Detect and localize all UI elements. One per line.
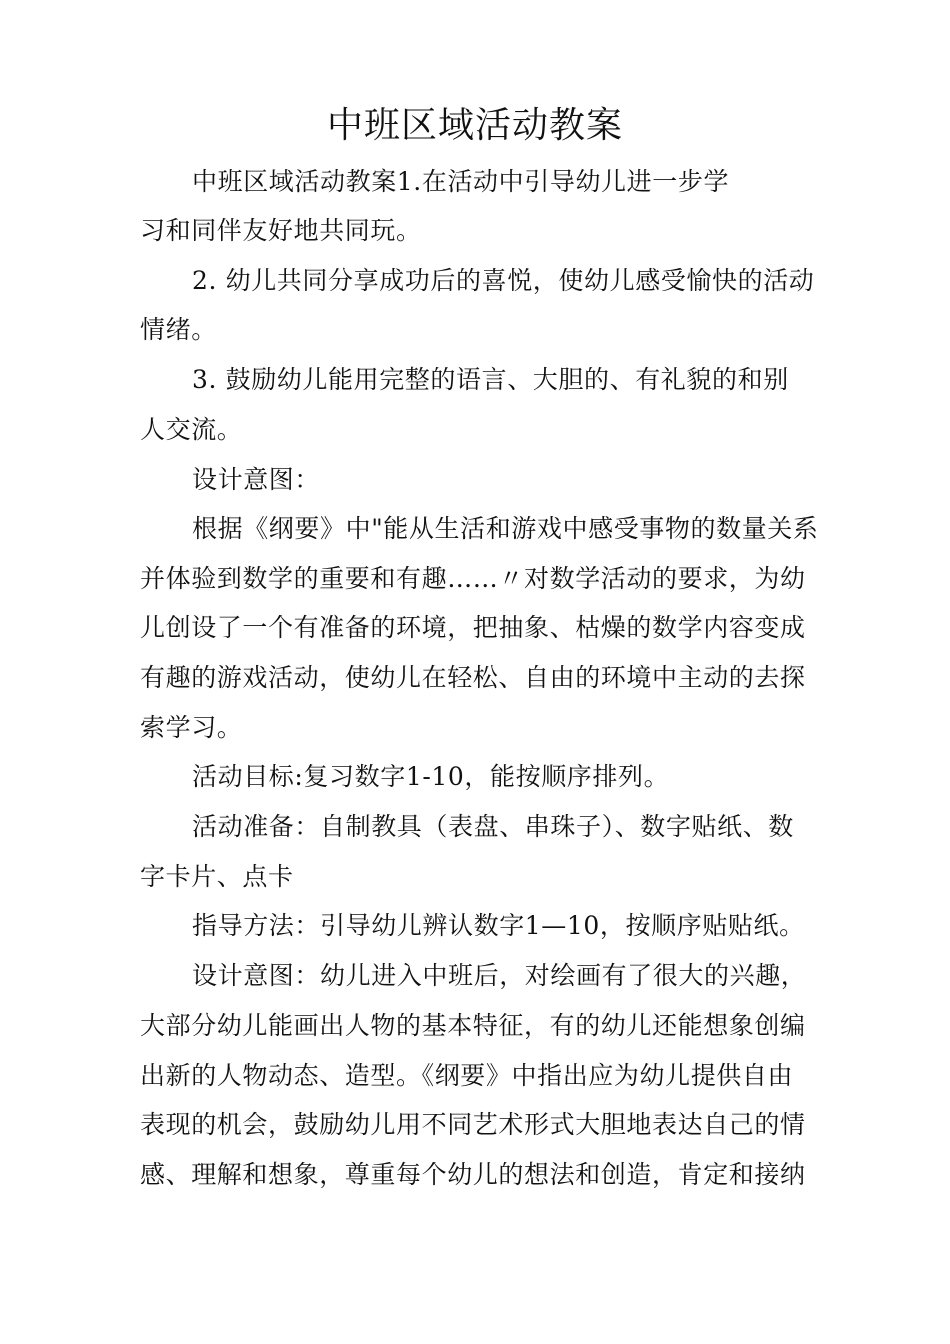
text-line: 字卡片、点卡 — [140, 862, 294, 891]
text-line: 活动目标:复习数字1-10，能按顺序排列。 — [192, 762, 670, 791]
text-line: 出新的人物动态、造型。《纲要》中指出应为幼儿提供自由 — [140, 1061, 794, 1090]
text-line: 儿创设了一个有准备的环境，把抽象、枯燥的数学内容变成 — [140, 613, 806, 642]
text-line: 情绪。 — [140, 315, 217, 344]
text-line: 人交流。 — [140, 415, 243, 444]
document-title: 中班区域活动教案 — [326, 105, 623, 146]
text-line: 根据《纲要》中"能从生活和游戏中感受事物的数量关系 — [192, 514, 819, 543]
text-line: 并体验到数学的重要和有趣……〃对数学活动的要求，为幼 — [140, 564, 806, 593]
text-line: 表现的机会，鼓励幼儿用不同艺术形式大胆地表达自己的情 — [140, 1110, 806, 1139]
text-line: 指导方法：引导幼儿辨认数字1—10，按顺序贴贴纸。 — [192, 911, 805, 940]
text-line: 设计意图：幼儿进入中班后，对绘画有了很大的兴趣， — [192, 961, 807, 990]
text-line: 2. 幼儿共同分享成功后的喜悦，使幼儿感受愉快的活动 — [192, 266, 815, 295]
section-heading: 设计意图： — [192, 465, 321, 494]
text-line: 中班区域活动教案1.在活动中引导幼儿进一步学 — [192, 167, 730, 196]
text-line: 活动准备：自制教具（表盘、串珠子）、数字贴纸、数 — [192, 812, 794, 841]
text-line: 有趣的游戏活动，使幼儿在轻松、自由的环境中主动的去探 — [140, 663, 806, 692]
text-line: 3. 鼓励幼儿能用完整的语言、大胆的、有礼貌的和别 — [192, 365, 789, 394]
text-line: 习和同伴友好地共同玩。 — [140, 216, 422, 245]
text-line: 感、理解和想象，尊重每个幼儿的想法和创造，肯定和接纳 — [140, 1160, 806, 1189]
text-line: 索学习。 — [140, 713, 243, 742]
text-line: 大部分幼儿能画出人物的基本特征，有的幼儿还能想象创编 — [140, 1011, 806, 1040]
